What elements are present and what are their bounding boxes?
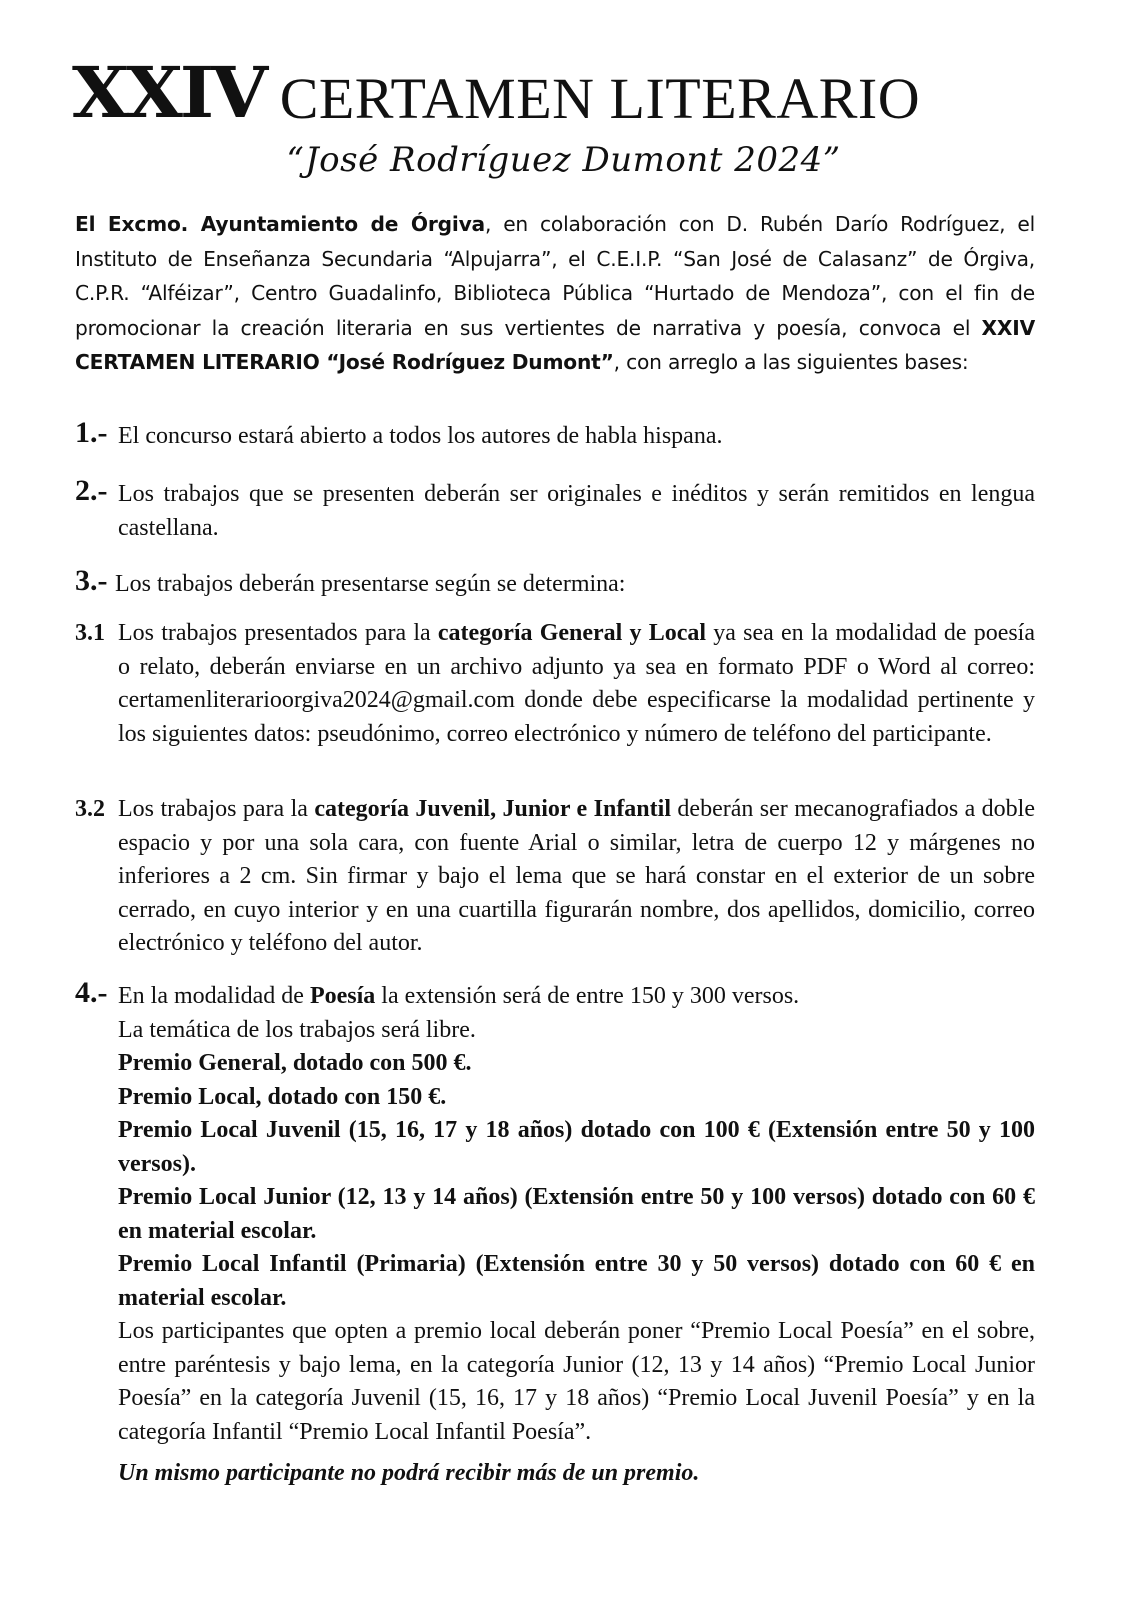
text-segment: Los trabajos presentados para la — [118, 620, 438, 646]
page-subtitle: “José Rodríguez Dumont 2024” — [286, 140, 841, 180]
text-segment: Los trabajos para la — [118, 796, 315, 822]
base-number: 2.- — [75, 474, 108, 507]
category-highlight: categoría General y Local — [437, 620, 707, 646]
text-segment: En la modalidad de — [118, 983, 310, 1009]
text-segment: donde debe especificarse la modalidad pertinente y los siguientes datos: pseudónimo, correo electrónico y número de teléfono del participante. — [118, 687, 1035, 747]
theme-line: La temática de los trabajos será libre. — [118, 1016, 476, 1043]
intro-paragraph — [75, 207, 1035, 380]
prize-local: Premio Local, dotado con 150 €. — [118, 1083, 447, 1110]
organizer-name: El Excmo. Ayuntamiento de Órgiva — [75, 212, 485, 236]
poetry-highlight: Poesía — [309, 983, 376, 1009]
base-item-3 — [75, 564, 1035, 602]
title-text: CERTAMEN LITERARIO — [279, 66, 921, 131]
local-prize-note: Los participantes que opten a premio local deberán poner “Premio Local Poesía” en el sobre, entre paréntesis y bajo lema, en la categoría Junior (12, 13 y 14 años) “Premio Local Junior Poesía” en la categoría Juvenil (15, 16, 17 y 18 años) “Premio Local Juvenil Poesía” y en la categoría Infantil “Premio Local Infantil Poesía”. — [118, 1318, 1035, 1445]
base-text: El concurso estará abierto a todos los autores de habla hispana. — [118, 423, 723, 449]
base-number: 4.- — [75, 976, 108, 1009]
base-item-3-2 — [75, 793, 1035, 961]
base-number: 3.1 — [75, 620, 105, 646]
base-text — [118, 980, 1035, 1449]
final-note: Un mismo participante no podrá recibir más de un premio. — [118, 1460, 700, 1486]
contest-name: XXIV CERTAMEN LITERARIO “José Rodríguez Dumont” — [75, 315, 1035, 374]
base-text — [118, 793, 1035, 961]
base-number: 3.2 — [75, 796, 105, 822]
title-number: XXIV — [72, 51, 265, 134]
email-address[interactable]: certamenliterarioorgiva2024@gmail.com — [118, 687, 515, 713]
base-number: 1.- — [75, 416, 108, 449]
prize-local-junior: Premio Local Junior (12, 13 y 14 años) (Extensión entre 50 y 100 versos) dotado con 60 € en material escolar. — [118, 1184, 1035, 1244]
base-text: Los trabajos que se presenten deberán ser originales e inéditos y serán remitidos en lengua castellana. — [118, 481, 1035, 541]
page-title — [72, 51, 1052, 134]
base-text — [118, 617, 1035, 751]
prize-general: Premio General, dotado con 500 €. — [118, 1050, 472, 1076]
category-highlight: categoría Juvenil, Junior e Infantil — [314, 796, 671, 822]
base-item-4 — [75, 976, 1035, 1449]
base-number: 3.- — [75, 564, 108, 597]
poetry-extension — [118, 980, 1035, 1014]
base-text: Los trabajos deberán presentarse según se determina: — [115, 571, 626, 597]
base-item-2 — [75, 474, 1035, 545]
intro-text-1: , en colaboración con D. Rubén Darío Rodríguez, el Instituto de Enseñanza Secundaria “Alpujarra”, el C.E.I.P. “San José de Calasanz” de Órgiva, C.P.R. “Alféizar”, Centro Guadalinfo, Biblioteca Pública “Hurtado de Mendoza”, con el fin de promocionar la creación literaria en sus vertientes de narrativa y poesía, convoca el — [75, 212, 1035, 340]
text-segment: deberán ser mecanografiados a doble espacio y por una sola cara, con fuente Arial o similar, letra de cuerpo 12 y márgenes no inferiores a 2 cm. Sin firmar y bajo el lema que se hará constar en el exterior de un sobre cerrado, en cuyo interior y en una cuartilla figurarán nombre, dos apellidos, domicilio, correo electrónico y teléfono del autor. — [118, 796, 1035, 956]
base-item-1 — [75, 416, 1035, 454]
prize-local-infantil: Premio Local Infantil (Primaria) (Extensión entre 30 y 50 versos) dotado con 60 € en material escolar. — [118, 1251, 1035, 1311]
text-segment: la extensión será de entre 150 y 300 versos. — [375, 983, 800, 1009]
intro-text-2: , con arreglo a las siguientes bases: — [613, 350, 969, 374]
text-segment: ya sea en la modalidad de poesía o relato, deberán enviarse en un archivo adjunto ya sea en formato PDF o Word al correo: — [118, 620, 1036, 680]
base-item-3-1 — [75, 617, 1035, 751]
prize-local-juvenil: Premio Local Juvenil (15, 16, 17 y 18 años) dotado con 100 € (Extensión entre 50 y 100 versos). — [118, 1117, 1035, 1177]
